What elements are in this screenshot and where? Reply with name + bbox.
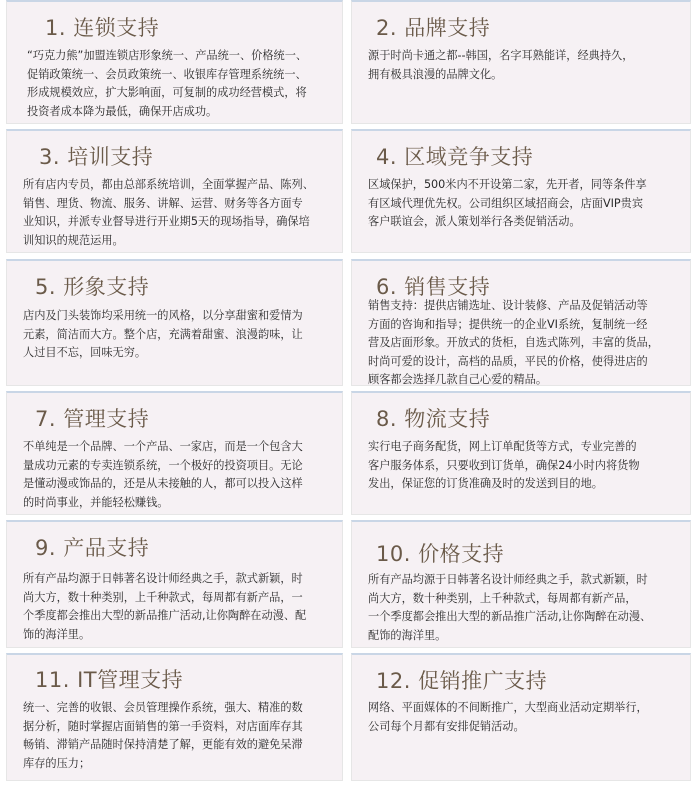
card-product-support xyxy=(6,520,343,648)
card-training-support xyxy=(6,129,343,253)
card-management-support xyxy=(6,391,343,515)
card-body: 所有店内专员，都由总部系统培训，全面掌握产品、陈列、 销售、理货、物流、服务、讲解、运营、财务等各方面专 业知识，并派专业督导进行开业期5天的现场指导，确保培 训知识的规范运用。 xyxy=(23,178,314,247)
card-promotion-support xyxy=(351,653,691,781)
card-brand-support xyxy=(351,0,691,124)
card-title: 6. 销售支持 xyxy=(376,275,491,299)
card-it-management-support xyxy=(6,653,343,781)
card-title: 8. 物流支持 xyxy=(376,407,491,431)
card-title: 1. 连锁支持 xyxy=(45,16,160,40)
card-title: 5. 形象支持 xyxy=(35,275,150,299)
card-chain-support xyxy=(6,0,343,124)
card-title: 10. 价格支持 xyxy=(376,542,505,566)
card-title: 7. 管理支持 xyxy=(35,407,150,431)
card-logistics-support xyxy=(351,391,691,515)
card-price-support xyxy=(351,520,691,648)
card-title: 12. 促销推广支持 xyxy=(376,669,548,693)
card-body: 统一、完善的收银、会员管理操作系统，强大、精准的数 据分析，随时掌握店面销售的第一手资料，对店面库存其 畅销、滞销产品随时保持清楚了解，更能有效的避免呆滞 库存的压力； xyxy=(23,701,303,770)
card-body: 不单纯是一个品牌、一个产品、一家店，而是一个包含大 量成功元素的专卖连锁系统，一个极好的投资项目。无论 是懂动漫或饰品的，还是从未接触的人，都可以投入这样 的时尚事业，并能轻松赚钱。 xyxy=(23,440,303,509)
card-title: 4. 区域竞争支持 xyxy=(376,145,534,169)
card-sales-support xyxy=(351,259,691,386)
card-body: 区域保护，500米内不开设第二家，先开者，同等条件享 有区域代理优先权。公司组织区域招商会，店面VIP贵宾 客户联谊会，派人策划举行各类促销活动。 xyxy=(368,178,647,228)
card-title: 11. IT管理支持 xyxy=(35,668,184,692)
card-body: 所有产品均源于日韩著名设计师经典之手，款式新颖，时 尚大方，数十种类别，上千种款式，每周都有新产品， 一个季度都会推出大型的新品推广活动,让你陶醉在动漫、 配饰的海洋里。 xyxy=(368,573,652,642)
card-body: 店内及门头装饰均采用统一的风格，以分享甜蜜和爱情为 元素，简洁而大方。整个店，充满着甜蜜、浪漫韵味，让 人过目不忘，回味无穷。 xyxy=(23,309,303,359)
card-title: 9. 产品支持 xyxy=(35,536,150,560)
card-body: 销售支持：提供店铺选址、设计装修、产品及促销活动等 方面的咨询和指导；提供统一的企业VI系统，复制统一经 营及店面形象。开放式的货柜，自选式陈列，丰富的货品， 时尚可爱的设计，高档的品质，平民的价格，使得进店的 顾客都会选择几款自己心爱的精品。 xyxy=(368,299,659,386)
card-body: 所有产品均源于日韩著名设计师经典之手，款式新颖，时 尚大方，数十种类别，上千种款式，每周都有新产品，一 个季度都会推出大型的新品推广活动,让你陶醉在动漫、配 饰的海洋里。 xyxy=(23,572,307,641)
card-body: 实行电子商务配货，网上订单配货等方式，专业完善的 客户服务体系，只要收到订货单，确保24小时内将货物 发出，保证您的订货准确及时的发送到目的地。 xyxy=(368,440,640,490)
card-body: “巧克力熊”加盟连锁店形象统一、产品统一、价格统一、 促销政策统一、会员政策统一、收银库存管理系统统一、 形成规模效应，扩大影响面，可复制的成功经营模式，将 投资者成本降为最低，确保开店成功。 xyxy=(27,49,308,118)
card-body: 源于时尚卡通之都--韩国，名字耳熟能详，经典持久， 拥有极具浪漫的品牌文化。 xyxy=(368,49,634,81)
card-body: 网络、平面媒体的不间断推广，大型商业活动定期举行， 公司每个月都有安排促销活动。 xyxy=(368,701,648,733)
card-image-support xyxy=(6,259,343,386)
card-regional-competition-support xyxy=(351,129,691,253)
card-title: 3. 培训支持 xyxy=(39,145,154,169)
card-title: 2. 品牌支持 xyxy=(376,16,491,40)
